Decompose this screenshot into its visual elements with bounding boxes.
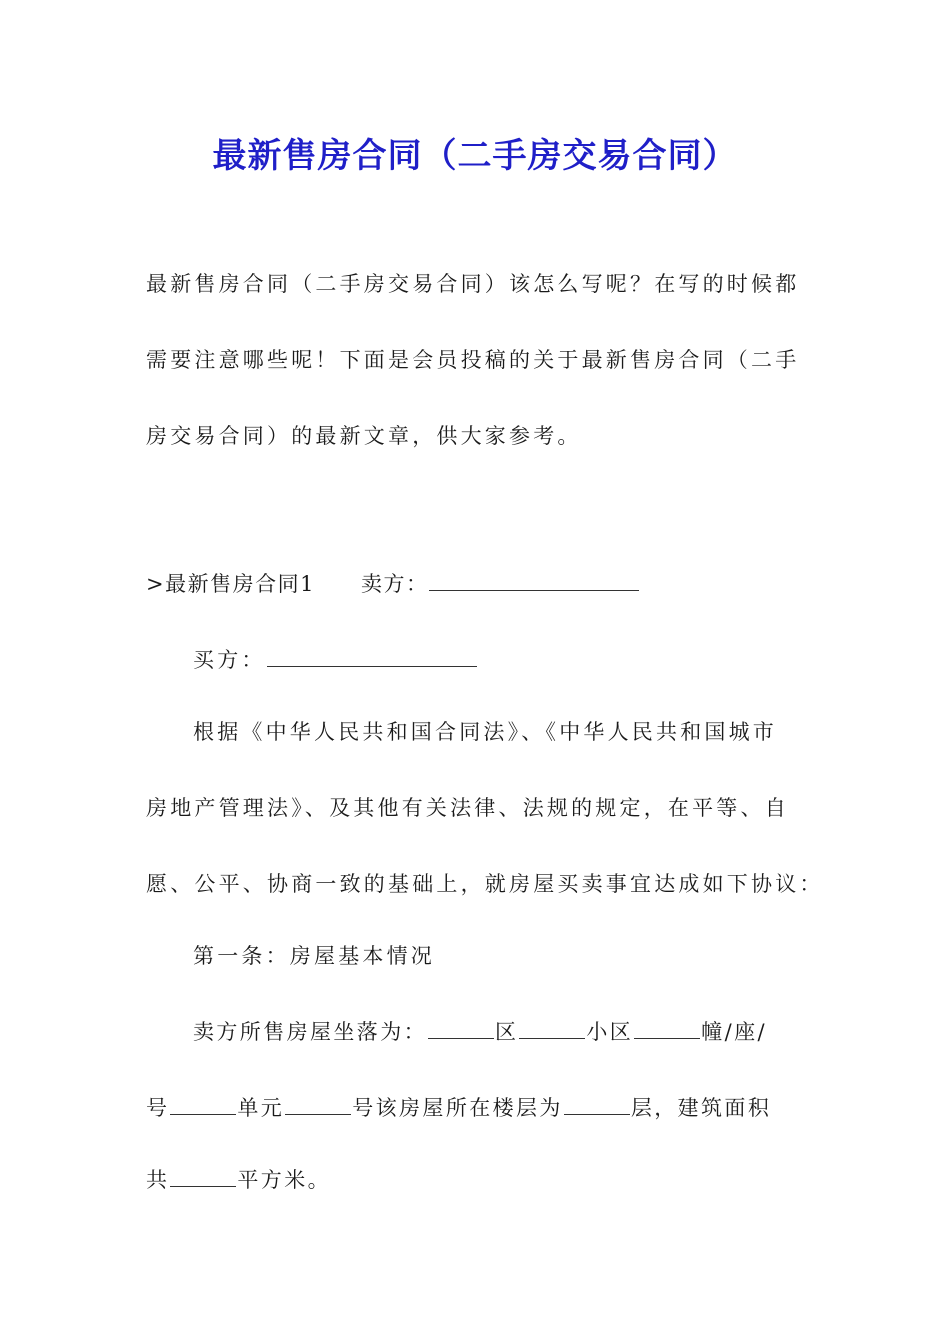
building-blank	[634, 1020, 700, 1039]
intro-line-2: 需要注意哪些呢！下面是会员投稿的关于最新售房合同（二手	[146, 348, 800, 372]
unit-label: 单元	[237, 1096, 285, 1120]
intro-line-3: 房交易合同）的最新文章，供大家参考。	[146, 424, 582, 448]
floor-text: 号该房屋所在楼层为	[352, 1096, 563, 1120]
area-suffix: 平方米。	[237, 1168, 332, 1192]
contract-header-line	[146, 568, 806, 600]
district-blank	[428, 1020, 494, 1039]
number-blank	[170, 1096, 236, 1115]
basis-line-1: 根据《中华人民共和国合同法》、《中华人民共和国城市	[193, 720, 777, 744]
buyer-line	[193, 644, 806, 676]
document-title: 最新售房合同（二手房交易合同）	[212, 136, 738, 176]
building-label: 幢/座/	[701, 1020, 767, 1044]
seller-blank	[429, 572, 639, 591]
area-line	[146, 1164, 806, 1196]
buyer-label: 买方：	[193, 648, 266, 672]
number-label: 号	[146, 1096, 170, 1120]
location-line-2	[146, 1092, 806, 1124]
section-heading: >最新售房合同1	[146, 572, 315, 596]
basis-line-2: 房地产管理法》、及其他有关法律、法规的规定，在平等、自	[146, 796, 789, 820]
article1-title: 第一条：房屋基本情况	[193, 944, 435, 968]
community-label: 小区	[586, 1020, 634, 1044]
district-label: 区	[495, 1020, 519, 1044]
area-prefix: 共	[146, 1168, 170, 1192]
buyer-blank	[267, 648, 477, 667]
floor-blank	[564, 1096, 630, 1115]
location-prefix: 卖方所售房屋坐落为：	[193, 1020, 427, 1044]
community-blank	[519, 1020, 585, 1039]
basis-line-3: 愿、公平、协商一致的基础上，就房屋买卖事宜达成如下协议：	[146, 872, 824, 896]
location-line-1	[193, 1016, 806, 1048]
seller-label: 卖方：	[360, 572, 429, 596]
unit-blank	[285, 1096, 351, 1115]
floor-suffix: 层，建筑面积	[630, 1096, 772, 1120]
intro-line-1: 最新售房合同（二手房交易合同）该怎么写呢？在写的时候都	[146, 272, 800, 296]
area-blank	[170, 1168, 236, 1187]
